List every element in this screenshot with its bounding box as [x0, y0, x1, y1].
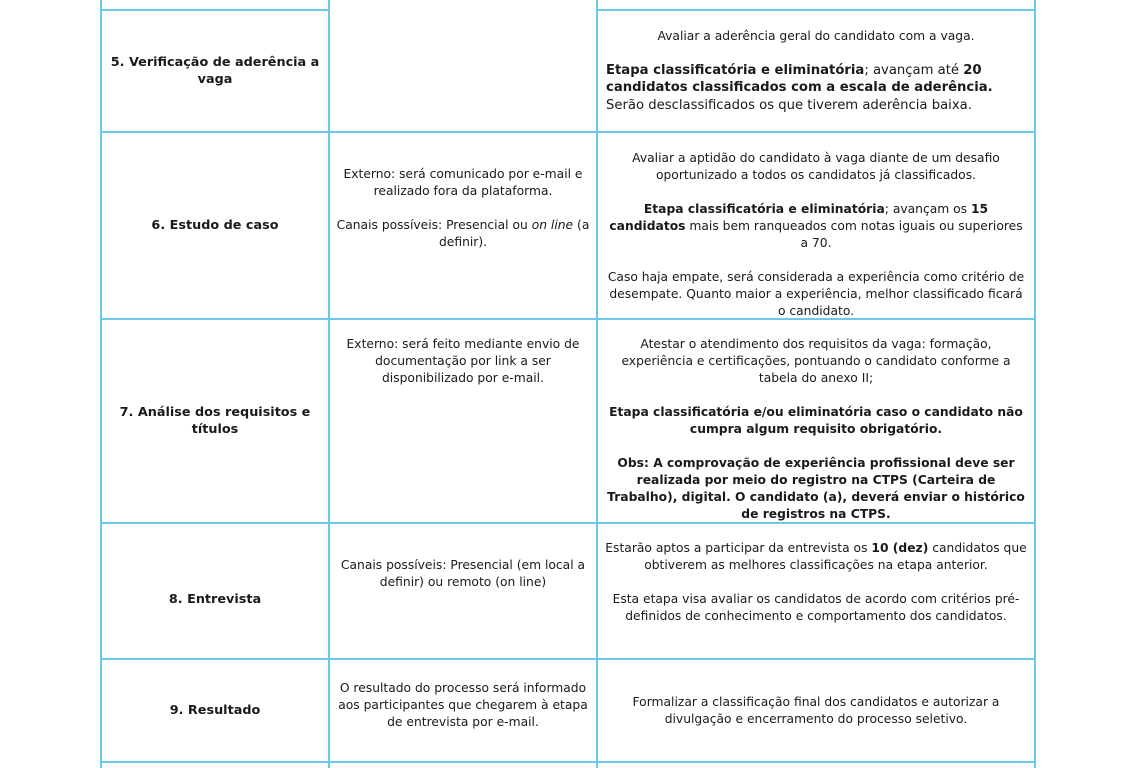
channel-text: Canais possíveis: Presencial ou on line (a definir). [336, 218, 590, 249]
stage-label: 7. Análise dos requisitos e títulos [119, 405, 311, 437]
stage-label: 8. Entrevista [168, 592, 262, 607]
stage-cell [102, 133, 328, 318]
channel-text: O resultado do processo será informado aos participantes que chegarem à etapa de entrevista por e-mail. [338, 681, 588, 729]
description-text: Atestar o atendimento dos requisitos da vaga: formação, experiência e certificações, pontuando o candidato conforme a tabela do anexo II; [621, 337, 1011, 385]
description-cell [598, 11, 1034, 131]
channel-cell [330, 320, 596, 522]
stage-cell [102, 320, 328, 522]
description-text: Avaliar a aderência geral do candidato com a vaga. [657, 28, 975, 43]
stage-label: 5. Verificação de aderência a vaga [110, 55, 320, 87]
table-border-right [1034, 0, 1036, 768]
description-note: Obs: A comprovação de experiência profissional deve ser realizada por meio do registro na CTPS (Carteira de Trabalho), digital. O candidato (a), deverá enviar o histórico de registros na CTPS. [607, 456, 1025, 521]
description-text: Formalizar a classificação final dos candidatos e autorizar a divulgação e encerramento do processo seletivo. [632, 694, 1000, 726]
description-text: Etapa classificatória e/ou eliminatória caso o candidato não cumpra algum requisito obrigatório. [609, 405, 1023, 436]
description-cell [598, 320, 1034, 522]
channel-cell [330, 524, 596, 658]
stage-cell [102, 11, 328, 131]
description-text: Etapa classificatória e eliminatória; avançam até 20 candidatos classificados com a escala de aderência. Serão desclassificados os que tiverem aderência baixa. [606, 62, 993, 113]
description-cell [598, 133, 1034, 318]
row-border [100, 761, 1036, 763]
stage-cell [102, 660, 328, 761]
stage-cell [102, 524, 328, 658]
description-text: Etapa classificatória e eliminatória; avançam os 15 candidatos mais bem ranqueados com notas iguais ou superiores a 70. [609, 202, 1023, 250]
channel-cell [330, 660, 596, 761]
stage-label: 6. Estudo de caso [151, 218, 279, 233]
channel-cell [330, 133, 596, 318]
channel-text: Externo: será comunicado por e-mail e realizado fora da plataforma. [343, 167, 583, 198]
description-text: Caso haja empate, será considerada a experiência como critério de desempate. Quanto maior a experiência, melhor classificado ficará o candidato. [607, 270, 1025, 318]
description-text: Esta etapa visa avaliar os candidatos de acordo com critérios pré-definidos de conhecimento e comportamento dos candidatos. [612, 592, 1020, 623]
description-cell [598, 660, 1034, 761]
stage-label: 9. Resultado [169, 703, 261, 718]
description-text: Estarão aptos a participar da entrevista os 10 (dez) candidatos que obtiverem as melhores classificações na etapa anterior. [605, 541, 1027, 572]
channel-text: Canais possíveis: Presencial (em local a definir) ou remoto (on line) [340, 558, 586, 589]
description-text: Avaliar a aptidão do candidato à vaga diante de um desafio oportunizado a todos os candidatos já classificados. [632, 151, 1000, 182]
description-cell [598, 524, 1034, 658]
channel-text: Externo: será feito mediante envio de documentação por link a ser disponibilizado por e-mail. [346, 337, 580, 385]
